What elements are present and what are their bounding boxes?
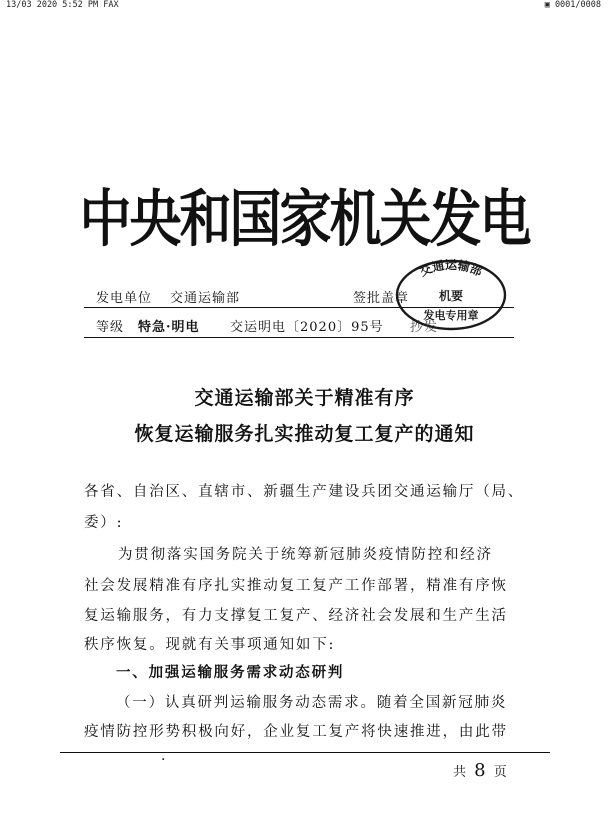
notice-title-line2: 恢复运输服务扎实推动复工复产的通知 [134,423,475,445]
para2-line1: （一）认真研判运输服务动态需求。随着全国新冠肺炎 [116,695,508,711]
addressee-line2: 委）: [84,515,124,531]
fax-timestamp: 13/03 2020 5:52 PM FAX [6,0,119,10]
sender-unit: 交通运输部 [170,291,241,306]
fax-page-counter [545,0,601,10]
official-seal [392,250,510,332]
seal-bottom-text: 发电专用章 [423,309,479,322]
footer-rule [60,752,550,753]
grade-value: 特急·明电 [138,320,200,335]
pages-suffix: 页 [493,765,509,780]
pages-prefix: 共 [453,765,469,780]
pages-total: 8 [474,760,488,781]
masthead-title: 中央和国家机关发电 [79,183,530,256]
para1-line3: 复运输服务，有力支撑复工复产、经济社会发展和生产生活 [84,608,508,624]
copy-label: 抄发 [410,320,439,335]
para2-line2: 疫情防控形势积极向好，企业复工复产将快速推进，由此带 [84,724,508,740]
seal-graphic [392,250,510,332]
svg-text:交通运输部 [417,257,485,279]
footer-page-count [453,760,509,781]
seal-middle-text: 机要 [438,289,464,303]
footer-dot: · [161,752,166,768]
grade-label: 等级 [96,320,125,335]
para1-line1: 为贯彻落实国务院关于统筹新冠肺炎疫情防控和经济 [118,547,493,563]
sign-label: 签批盖章 [353,291,410,306]
doc-number: 交运明电〔2020〕95号 [230,320,384,335]
addressee-line1: 各省、自治区、直辖市、新疆生产建设兵团交通运输厅（局、 [84,484,525,500]
section1-heading: 一、加强运输服务需求动态研判 [116,664,345,681]
sender-unit-label: 发电单位 [96,291,153,306]
fax-page-counter-text: 0001/0008 [554,0,601,10]
seal-top-text: 交通运输部 [417,258,485,280]
para1-line2: 社会发展精准有序扎实推动复工复产工作部署，精准有序恢 [84,578,508,594]
notice-title-line1: 交通运输部关于精准有序 [194,387,415,409]
para1-line4: 秩序恢复。现就有关事项通知如下: [84,637,336,653]
grade-rule [84,337,514,338]
fax-page-icon: ▣ [544,0,555,10]
